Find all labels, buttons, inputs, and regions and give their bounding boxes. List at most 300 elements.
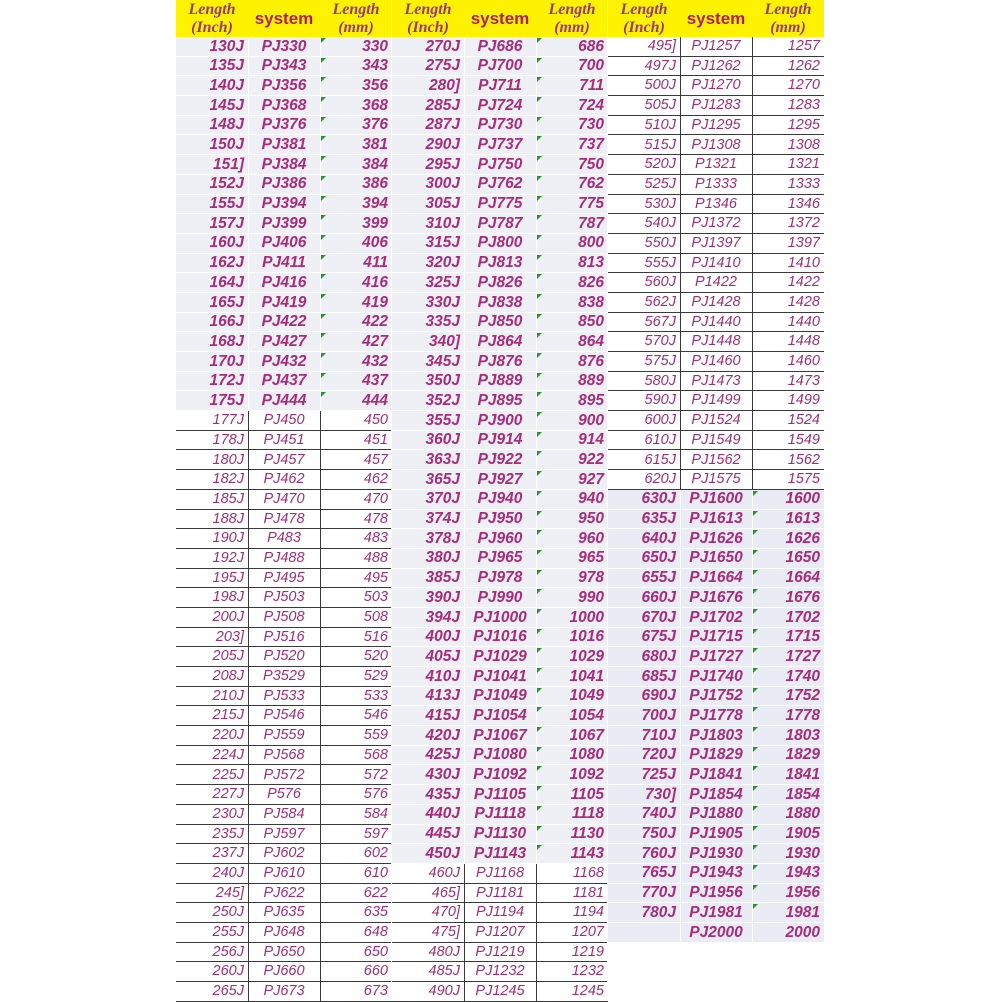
- cell-system: PJ419: [261, 293, 307, 311]
- table-row: [176, 726, 392, 746]
- cell-length-inch: 215J: [212, 707, 244, 724]
- cell-system: PJ914: [477, 431, 523, 449]
- cell-system: PJ432: [261, 352, 307, 370]
- cell-length-mm: 1105: [570, 785, 604, 803]
- cell-comment-marker-icon: [321, 215, 326, 220]
- table-row: [392, 588, 608, 608]
- cell-length-mm: 1905: [785, 825, 820, 843]
- cell-divider: [320, 805, 321, 824]
- cell-divider: [248, 96, 249, 115]
- cell-length-mm: 1054: [569, 706, 604, 724]
- cell-system: P3529: [263, 668, 305, 685]
- cell-divider: [248, 943, 249, 962]
- table-row: [176, 57, 392, 77]
- cell-divider: [680, 254, 681, 273]
- cell-divider: [680, 96, 681, 115]
- cell-comment-marker-icon: [321, 333, 326, 338]
- cell-comment-marker-icon: [537, 58, 542, 63]
- cell-length-inch: 195J: [212, 569, 244, 586]
- cell-divider: [320, 746, 321, 765]
- cell-system: PJ427: [261, 332, 307, 350]
- cell-length-mm: 2000: [785, 923, 820, 941]
- cell-system: PJ1105: [473, 785, 527, 803]
- cell-divider: [464, 825, 465, 844]
- cell-length-inch: 425J: [425, 746, 460, 764]
- table-row: [176, 706, 392, 726]
- table-row: [392, 667, 608, 687]
- cell-length-inch: 165J: [209, 293, 244, 311]
- header-system: system: [254, 8, 314, 28]
- cell-comment-marker-icon: [753, 885, 758, 890]
- cell-length-mm: 559: [363, 727, 388, 744]
- cell-divider: [248, 765, 249, 784]
- table-row: [176, 96, 392, 116]
- cell-length-mm: 1727: [785, 647, 820, 665]
- cell-system: PJ922: [477, 451, 523, 469]
- cell-length-mm: 432: [362, 352, 388, 370]
- cell-length-mm: 1626: [785, 529, 820, 547]
- cell-length-mm: 1473: [787, 372, 820, 389]
- cell-divider: [464, 765, 465, 784]
- cell-length-mm: 635: [363, 904, 388, 921]
- cell-system: PJ900: [477, 411, 523, 429]
- table-row: [176, 135, 392, 155]
- cell-length-mm: 650: [363, 943, 388, 960]
- cell-length-inch: 155J: [209, 195, 244, 213]
- cell-length-mm: 648: [363, 924, 388, 941]
- table-row: [392, 391, 608, 411]
- cell-divider: [680, 116, 681, 135]
- cell-divider: [320, 982, 321, 1001]
- cell-comment-marker-icon: [753, 589, 758, 594]
- cell-system: PJ1295: [691, 116, 741, 133]
- cell-system: PJ635: [263, 904, 305, 921]
- cell-length-inch: 182J: [212, 471, 244, 488]
- cell-length-mm: 478: [363, 510, 388, 527]
- cell-comment-marker-icon: [753, 668, 758, 673]
- cell-system: PJ730: [477, 116, 523, 134]
- table-row: [176, 470, 392, 490]
- cell-system: PJ1575: [691, 471, 741, 488]
- cell-length-inch: 365J: [425, 470, 460, 488]
- table-row: [608, 667, 824, 687]
- cell-length-mm: 686: [578, 37, 604, 55]
- cell-length-inch: 374J: [425, 510, 460, 528]
- cell-system: PJ800: [477, 234, 523, 252]
- cell-length-inch: 180J: [212, 451, 244, 468]
- cell-comment-marker-icon: [321, 136, 326, 141]
- cell-length-inch: 562J: [644, 294, 676, 311]
- table-row: [608, 706, 824, 726]
- cell-comment-marker-icon: [753, 570, 758, 575]
- cell-system: [680, 982, 752, 1002]
- cell-system: PJ1049: [473, 687, 527, 705]
- cell-system: [680, 943, 752, 963]
- cell-divider: [680, 510, 681, 529]
- cell-length-mm: 1613: [785, 510, 820, 528]
- cell-divider: [248, 982, 249, 1001]
- cell-comment-marker-icon: [537, 786, 542, 791]
- cell-length-mm: 1778: [785, 706, 820, 724]
- cell-divider: [320, 608, 321, 627]
- cell-length-inch: 355J: [425, 411, 460, 429]
- cell-system: PJ1562: [691, 451, 741, 468]
- cell-comment-marker-icon: [537, 333, 542, 338]
- cell-length-mm: 1930: [785, 844, 820, 862]
- cell-length-mm: 1499: [787, 392, 820, 409]
- cell-system: PJ826: [477, 273, 523, 291]
- cell-divider: [680, 411, 681, 430]
- cell-length-inch: 675J: [641, 628, 676, 646]
- cell-system: PJ1000: [473, 608, 527, 626]
- cell-length-inch: 495]: [647, 38, 676, 55]
- table-row: [608, 844, 824, 864]
- table-row: [392, 805, 608, 825]
- cell-length-mm: 1575: [787, 471, 820, 488]
- cell-length-inch: 260J: [212, 963, 244, 980]
- cell-system: PJ330: [261, 37, 307, 55]
- cell-length-inch: 700J: [641, 706, 676, 724]
- table-row: [176, 549, 392, 569]
- cell-length-inch: 256J: [212, 943, 244, 960]
- cell-length-inch: 470]: [431, 904, 460, 921]
- cell-system: PJ1841: [689, 766, 743, 784]
- cell-divider: [752, 57, 753, 76]
- cell-divider: [248, 195, 249, 214]
- cell-divider: [464, 155, 465, 174]
- cell-system: PJ1676: [689, 588, 743, 606]
- cell-length-mm: 1049: [569, 687, 604, 705]
- table-row: [608, 647, 824, 667]
- table-row: [176, 982, 392, 1002]
- cell-divider: [320, 726, 321, 745]
- cell-divider: [320, 450, 321, 469]
- table-row: [608, 411, 824, 431]
- cell-length-inch: 560J: [644, 274, 676, 291]
- table-row: [608, 450, 824, 470]
- cell-comment-marker-icon: [537, 314, 542, 319]
- cell-comment-marker-icon: [753, 786, 758, 791]
- cell-divider: [464, 254, 465, 273]
- cell-length-inch: 415J: [425, 706, 460, 724]
- cell-length-inch: 235J: [212, 825, 244, 842]
- cell-length-mm: 889: [578, 372, 604, 390]
- cell-system: PJ1283: [691, 97, 741, 114]
- cell-length-inch: 750J: [641, 825, 676, 843]
- cell-length-mm: 1232: [571, 963, 604, 980]
- cell-divider: [680, 647, 681, 666]
- cell-system: PJ1428: [691, 294, 741, 311]
- table-row: [608, 529, 824, 549]
- cell-system: PJ451: [263, 431, 305, 448]
- cell-comment-marker-icon: [321, 235, 326, 240]
- table-row: [608, 470, 824, 490]
- cell-length-mm: 1829: [785, 746, 820, 764]
- cell-comment-marker-icon: [537, 451, 542, 456]
- cell-length-inch: 465]: [431, 884, 460, 901]
- cell-length-mm: 520: [363, 648, 388, 665]
- cell-comment-marker-icon: [537, 412, 542, 417]
- cell-length-mm: 1562: [787, 451, 820, 468]
- cell-divider: [464, 135, 465, 154]
- table-row: [392, 234, 608, 254]
- table-rows: [392, 37, 608, 1002]
- cell-divider: [248, 569, 249, 588]
- cell-length-mm: [752, 982, 820, 1002]
- cell-divider: [248, 588, 249, 607]
- cell-comment-marker-icon: [321, 77, 326, 82]
- cell-comment-marker-icon: [537, 353, 542, 358]
- cell-length-mm: 1702: [785, 608, 820, 626]
- cell-divider: [320, 825, 321, 844]
- table-row: [608, 332, 824, 352]
- cell-system: PJ950: [477, 510, 523, 528]
- cell-length-inch: 150J: [209, 136, 244, 154]
- cell-divider: [464, 628, 465, 647]
- table-row: [176, 805, 392, 825]
- cell-comment-marker-icon: [321, 373, 326, 378]
- cell-comment-marker-icon: [537, 471, 542, 476]
- table-row: [392, 155, 608, 175]
- cell-divider: [752, 391, 753, 410]
- table-row: [176, 844, 392, 864]
- cell-divider: [248, 135, 249, 154]
- cell-length-mm: 508: [363, 609, 388, 626]
- cell-length-inch: 135J: [209, 57, 244, 75]
- cell-length-mm: 990: [578, 588, 604, 606]
- cell-system: PJ1829: [689, 746, 743, 764]
- cell-length-inch: 413J: [425, 687, 460, 705]
- cell-length-mm: 516: [363, 628, 388, 645]
- cell-system: PJ411: [262, 254, 306, 272]
- cell-system: PJ762: [477, 175, 523, 193]
- cell-length-inch: 205J: [212, 648, 244, 665]
- cell-length-inch: 740J: [641, 805, 676, 823]
- cell-divider: [464, 903, 465, 922]
- cell-length-mm: 838: [578, 293, 604, 311]
- cell-system: PJ478: [263, 510, 305, 527]
- table-row: [392, 628, 608, 648]
- table-row: [608, 588, 824, 608]
- table-row: [392, 175, 608, 195]
- cell-system: PJ1440: [691, 313, 741, 330]
- cell-divider: [464, 490, 465, 509]
- cell-system: PJ1650: [689, 549, 743, 567]
- cell-system: PJ1727: [689, 647, 743, 665]
- cell-comment-marker-icon: [321, 314, 326, 319]
- cell-length-inch: 620J: [644, 471, 676, 488]
- cell-divider: [248, 254, 249, 273]
- cell-system: PJ462: [263, 471, 305, 488]
- cell-length-mm: 1067: [569, 726, 604, 744]
- table-row: [176, 155, 392, 175]
- table-row: [392, 431, 608, 451]
- cell-length-mm: 1080: [569, 746, 604, 764]
- table-row: [176, 628, 392, 648]
- cell-length-inch: 130J: [209, 37, 244, 55]
- cell-divider: [248, 962, 249, 981]
- cell-system: PJ1143: [473, 844, 527, 862]
- cell-length-mm: 826: [578, 273, 604, 291]
- cell-length-inch: 475]: [431, 924, 460, 941]
- table-row: [392, 135, 608, 155]
- cell-divider: [248, 450, 249, 469]
- cell-divider: [248, 293, 249, 312]
- table-row: [392, 195, 608, 215]
- cell-length-mm: 1029: [569, 647, 604, 665]
- table-row: [392, 962, 608, 982]
- cell-comment-marker-icon: [321, 392, 326, 397]
- cell-system: PJ648: [263, 924, 305, 941]
- cell-length-mm: 1245: [571, 983, 604, 1000]
- cell-divider: [320, 923, 321, 942]
- cell-divider: [248, 903, 249, 922]
- cell-length-inch: 225J: [212, 766, 244, 783]
- cell-length-inch: 650J: [641, 549, 676, 567]
- cell-divider: [248, 667, 249, 686]
- cell-divider: [320, 510, 321, 529]
- cell-comment-marker-icon: [537, 176, 542, 181]
- cell-divider: [752, 411, 753, 430]
- cell-length-inch: [608, 982, 676, 1002]
- cell-system: PJ1118: [474, 805, 526, 823]
- cell-divider: [464, 76, 465, 95]
- cell-divider: [752, 234, 753, 253]
- cell-divider: [680, 313, 681, 332]
- cell-divider: [248, 57, 249, 76]
- cell-length-inch: 350J: [425, 372, 460, 390]
- cell-system: PJ1549: [691, 431, 741, 448]
- cell-length-inch: 245]: [215, 884, 244, 901]
- table-row: [176, 785, 392, 805]
- cell-system: PJ1715: [689, 628, 743, 646]
- cell-system: P576: [267, 786, 301, 803]
- cell-system: PJ673: [263, 983, 305, 1000]
- cell-length-mm: 940: [578, 490, 604, 508]
- cell-divider: [680, 569, 681, 588]
- table-row: [608, 687, 824, 707]
- cell-divider: [464, 884, 465, 903]
- cell-system: PJ406: [261, 234, 307, 252]
- cell-divider: [248, 273, 249, 292]
- cell-system: PJ775: [477, 195, 523, 213]
- cell-divider: [320, 962, 321, 981]
- cell-length-mm: 927: [578, 470, 604, 488]
- cell-length-inch: 220J: [212, 727, 244, 744]
- cell-length-inch: 310J: [425, 214, 460, 232]
- cell-length-mm: 1752: [785, 687, 820, 705]
- cell-divider: [320, 647, 321, 666]
- table-column-3: [608, 0, 824, 998]
- cell-divider: [248, 647, 249, 666]
- table-row: [176, 273, 392, 293]
- cell-divider: [464, 195, 465, 214]
- table-row: [176, 391, 392, 411]
- cell-length-mm: 356: [362, 76, 388, 94]
- cell-length-inch: 710J: [641, 726, 676, 744]
- table-row: [176, 490, 392, 510]
- cell-length-inch: 227J: [212, 786, 244, 803]
- cell-length-inch: 567J: [644, 313, 676, 330]
- cell-length-inch: 410J: [425, 667, 460, 685]
- table-row: [176, 195, 392, 215]
- cell-comment-marker-icon: [537, 826, 542, 831]
- cell-length-mm: 1321: [787, 156, 820, 173]
- cell-length-inch: 670J: [641, 608, 676, 626]
- cell-length-inch: 363J: [425, 451, 460, 469]
- cell-length-inch: 240J: [212, 864, 244, 881]
- cell-divider: [752, 195, 753, 214]
- cell-system: PJ546: [263, 707, 305, 724]
- table-row: [176, 943, 392, 963]
- cell-length-mm: 533: [363, 687, 388, 704]
- cell-divider: [752, 470, 753, 489]
- cell-length-mm: 444: [362, 391, 388, 409]
- cell-length-mm: 529: [363, 668, 388, 685]
- header-length-mm: Length (mm): [764, 1, 812, 36]
- table-row: [392, 254, 608, 274]
- cell-divider: [248, 706, 249, 725]
- cell-system: PJ422: [261, 313, 307, 331]
- cell-comment-marker-icon: [753, 491, 758, 496]
- cell-length-mm: 1549: [787, 431, 820, 448]
- table-row: [608, 135, 824, 155]
- cell-length-inch: 168J: [209, 332, 244, 350]
- cell-divider: [680, 785, 681, 804]
- cell-divider: [752, 96, 753, 115]
- table-row: [176, 214, 392, 234]
- cell-divider: [536, 982, 537, 1001]
- cell-system: PJ1080: [473, 746, 527, 764]
- cell-divider: [680, 588, 681, 607]
- table-row: [392, 903, 608, 923]
- cell-divider: [248, 175, 249, 194]
- cell-length-mm: 724: [578, 96, 604, 114]
- cell-divider: [464, 943, 465, 962]
- table-row: [392, 470, 608, 490]
- cell-length-inch: 170J: [209, 352, 244, 370]
- cell-comment-marker-icon: [537, 629, 542, 634]
- cell-length-inch: 540J: [644, 215, 676, 232]
- cell-divider: [248, 214, 249, 233]
- table-row: [608, 982, 824, 1002]
- table-row: [608, 273, 824, 293]
- cell-divider: [464, 687, 465, 706]
- cell-divider: [320, 785, 321, 804]
- cell-length-inch: 335J: [425, 313, 460, 331]
- cell-divider: [464, 116, 465, 135]
- cell-system: PJ1194: [475, 904, 525, 921]
- cell-divider: [464, 923, 465, 942]
- cell-system: PJ584: [263, 805, 305, 822]
- cell-length-mm: 876: [578, 352, 604, 370]
- table-row: [608, 490, 824, 510]
- cell-divider: [680, 155, 681, 174]
- table-row: [176, 510, 392, 530]
- cell-system: PJ1207: [475, 924, 525, 941]
- table-row: [608, 608, 824, 628]
- cell-system: PJ895: [477, 391, 523, 409]
- cell-divider: [320, 588, 321, 607]
- cell-system: P1321: [695, 156, 737, 173]
- cell-length-mm: 1854: [785, 785, 820, 803]
- cell-divider: [248, 923, 249, 942]
- table-row: [608, 155, 824, 175]
- cell-comment-marker-icon: [537, 196, 542, 201]
- cell-length-inch: 290J: [425, 136, 460, 154]
- cell-length-inch: 370J: [425, 490, 460, 508]
- cell-length-mm: 700: [578, 57, 604, 75]
